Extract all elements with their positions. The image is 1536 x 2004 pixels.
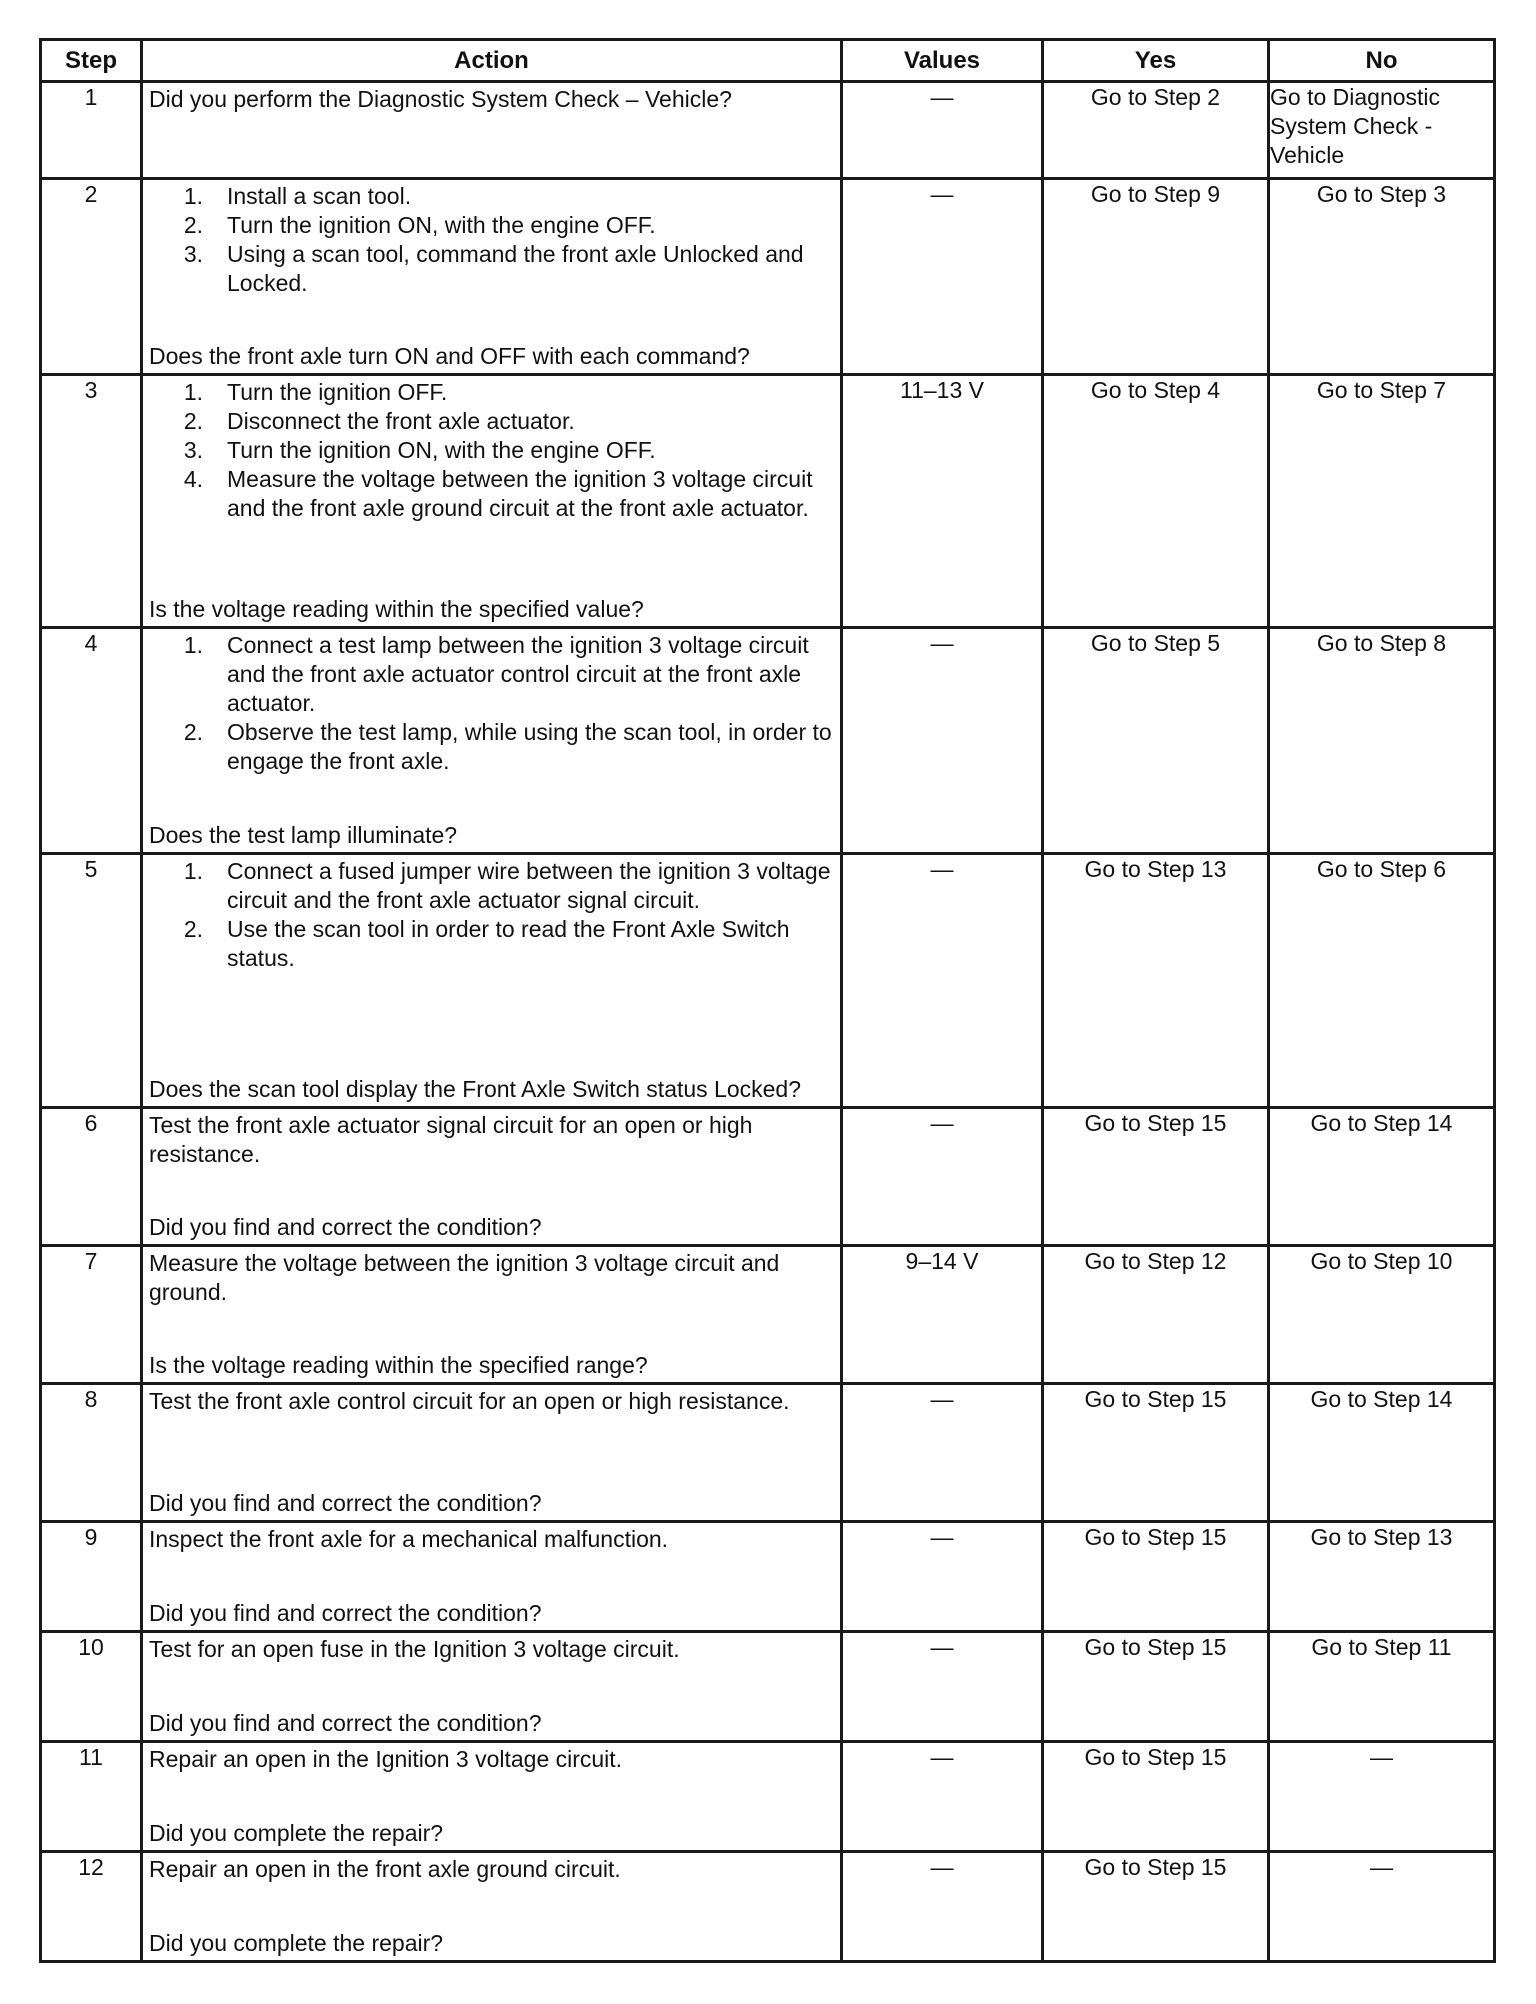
substep-text: Disconnect the front axle actuator.: [227, 408, 575, 434]
action-body: [149, 182, 836, 298]
table-row: [41, 1108, 1495, 1246]
values-cell: —: [842, 854, 1043, 1108]
action-body: [149, 1111, 836, 1169]
action-body: [149, 1249, 836, 1307]
yes-cell: Go to Step 15: [1043, 1852, 1269, 1962]
header-step: Step: [41, 40, 142, 82]
action-question: Did you find and correct the condition?: [149, 1710, 542, 1736]
action-question: Did you find and correct the condition?: [149, 1490, 542, 1516]
table-row: [41, 179, 1495, 375]
substep-text: Install a scan tool.: [227, 183, 412, 209]
substep-text: Use the scan tool in order to read the Front Axle Switch status.: [227, 916, 790, 971]
table-row: [41, 82, 1495, 179]
action-question: Did you find and correct the condition?: [149, 1600, 542, 1626]
values-cell: —: [842, 1108, 1043, 1246]
action-content: [143, 855, 840, 1106]
yes-cell: Go to Step 4: [1043, 375, 1269, 628]
header-action: Action: [142, 40, 842, 82]
action-question: Did you complete the repair?: [149, 1820, 444, 1846]
substep-text: Connect a fused jumper wire between the ignition 3 voltage circuit and the front axle actuator signal circuit.: [227, 858, 831, 913]
table-row: [41, 628, 1495, 854]
action-content: [143, 180, 840, 373]
table-row: [41, 1246, 1495, 1384]
action-text: Measure the voltage between the ignition 3 voltage circuit and ground.: [149, 1250, 780, 1305]
action-text: Test the front axle control circuit for an open or high resistance.: [149, 1388, 790, 1414]
action-body: [149, 857, 836, 973]
no-cell: Go to Step 14: [1269, 1384, 1495, 1522]
action-cell: [142, 1522, 842, 1632]
substep-number: 3.: [183, 241, 203, 267]
yes-cell: Go to Step 13: [1043, 854, 1269, 1108]
table-row: [41, 375, 1495, 628]
action-cell: [142, 1384, 842, 1522]
action-content: [143, 629, 840, 852]
substep-number: 1.: [183, 632, 203, 658]
action-text: Test for an open fuse in the Ignition 3 voltage circuit.: [149, 1636, 680, 1662]
action-content: [143, 1385, 840, 1520]
substep-number: 2.: [183, 719, 203, 745]
table-row: [41, 1384, 1495, 1522]
yes-cell: Go to Step 15: [1043, 1742, 1269, 1852]
action-question: Did you complete the repair?: [149, 1930, 444, 1956]
no-cell: Go to Step 11: [1269, 1632, 1495, 1742]
substep-item: [149, 631, 836, 718]
action-body: [149, 631, 836, 776]
substep-number: 1.: [183, 379, 203, 405]
action-cell: [142, 1108, 842, 1246]
action-text: Repair an open in the Ignition 3 voltage circuit.: [149, 1746, 623, 1772]
substep-number: 1.: [183, 858, 203, 884]
table-row: [41, 1632, 1495, 1742]
substep-text: Connect a test lamp between the ignition 3 voltage circuit and the front axle actuator control circuit at the front axle actuator.: [227, 632, 809, 716]
diagnostic-table: [39, 38, 1496, 1963]
substep-number: 1.: [183, 183, 203, 209]
action-cell: [142, 1742, 842, 1852]
no-cell: Go to Step 14: [1269, 1108, 1495, 1246]
substep-text: Turn the ignition ON, with the engine OFF.: [227, 437, 656, 463]
substep-item: [149, 915, 836, 973]
yes-cell: Go to Step 15: [1043, 1384, 1269, 1522]
values-cell: —: [842, 628, 1043, 854]
values-cell: —: [842, 1852, 1043, 1962]
action-body: [149, 1387, 836, 1416]
no-cell: Go to Step 13: [1269, 1522, 1495, 1632]
action-text: Test the front axle actuator signal circuit for an open or high resistance.: [149, 1112, 753, 1167]
step-number: 2: [41, 179, 142, 375]
action-body: [149, 1745, 836, 1774]
substep-item: [149, 407, 836, 436]
values-cell: —: [842, 179, 1043, 375]
substep-list: [149, 631, 836, 776]
substep-number: 4.: [183, 466, 203, 492]
action-body: [149, 85, 836, 114]
action-question: Is the voltage reading within the specified value?: [149, 596, 644, 622]
substep-item: [149, 211, 836, 240]
step-number: 12: [41, 1852, 142, 1962]
action-question: Is the voltage reading within the specified range?: [149, 1352, 648, 1378]
values-cell: —: [842, 82, 1043, 179]
action-body: [149, 1635, 836, 1664]
values-cell: 9–14 V: [842, 1246, 1043, 1384]
substep-text: Observe the test lamp, while using the scan tool, in order to engage the front axle.: [227, 719, 832, 774]
values-cell: —: [842, 1742, 1043, 1852]
no-cell: Go to Step 6: [1269, 854, 1495, 1108]
step-number: 1: [41, 82, 142, 179]
header-values: Values: [842, 40, 1043, 82]
substep-number: 3.: [183, 437, 203, 463]
action-content: [143, 376, 840, 626]
table-row: [41, 854, 1495, 1108]
no-cell: Go to Step 7: [1269, 375, 1495, 628]
action-body: [149, 1525, 836, 1554]
table-body: [41, 82, 1495, 1962]
step-number: 9: [41, 1522, 142, 1632]
action-question: Does the test lamp illuminate?: [149, 822, 458, 848]
no-cell: Go to Step 3: [1269, 179, 1495, 375]
step-number: 8: [41, 1384, 142, 1522]
no-cell: Go to Step 8: [1269, 628, 1495, 854]
action-content: [143, 1109, 840, 1244]
substep-number: 2.: [183, 212, 203, 238]
substep-item: [149, 465, 836, 523]
substep-item: [149, 182, 836, 211]
yes-cell: Go to Step 15: [1043, 1108, 1269, 1246]
substep-item: [149, 718, 836, 776]
action-cell: [142, 1852, 842, 1962]
no-cell: Go to Step 10: [1269, 1246, 1495, 1384]
action-text: Inspect the front axle for a mechanical malfunction.: [149, 1526, 669, 1552]
no-cell: Go to Diagnostic System Check - Vehicle: [1269, 82, 1495, 179]
yes-cell: Go to Step 15: [1043, 1632, 1269, 1742]
action-body: [149, 378, 836, 523]
step-number: 3: [41, 375, 142, 628]
action-cell: [142, 628, 842, 854]
action-text: Repair an open in the front axle ground circuit.: [149, 1856, 621, 1882]
step-number: 6: [41, 1108, 142, 1246]
yes-cell: Go to Step 2: [1043, 82, 1269, 179]
action-cell: [142, 854, 842, 1108]
action-question: Does the scan tool display the Front Axle Switch status Locked?: [149, 1076, 802, 1102]
values-cell: 11–13 V: [842, 375, 1043, 628]
no-cell: —: [1269, 1852, 1495, 1962]
header-yes: Yes: [1043, 40, 1269, 82]
action-content: [143, 83, 840, 177]
substep-item: [149, 436, 836, 465]
step-number: 7: [41, 1246, 142, 1384]
substep-item: [149, 857, 836, 915]
action-question: Did you find and correct the condition?: [149, 1214, 542, 1240]
action-cell: [142, 375, 842, 628]
table-row: [41, 1522, 1495, 1632]
substep-item: [149, 378, 836, 407]
action-body: [149, 1855, 836, 1884]
substep-item: [149, 240, 836, 298]
header-no: No: [1269, 40, 1495, 82]
substep-list: [149, 378, 836, 523]
action-content: [143, 1853, 840, 1960]
table-row: [41, 1852, 1495, 1962]
substep-text: Turn the ignition ON, with the engine OFF.: [227, 212, 656, 238]
step-number: 10: [41, 1632, 142, 1742]
action-cell: [142, 1632, 842, 1742]
step-number: 4: [41, 628, 142, 854]
substep-text: Turn the ignition OFF.: [227, 379, 448, 405]
substep-list: [149, 182, 836, 298]
action-question: Did you perform the Diagnostic System Check – Vehicle?: [149, 86, 732, 112]
substep-text: Using a scan tool, command the front axle Unlocked and Locked.: [227, 241, 804, 296]
action-question: Does the front axle turn ON and OFF with each command?: [149, 343, 750, 369]
substep-text: Measure the voltage between the ignition 3 voltage circuit and the front axle ground circuit at the front axle actuator.: [227, 466, 813, 521]
action-content: [143, 1247, 840, 1382]
substep-number: 2.: [183, 916, 203, 942]
no-cell: —: [1269, 1742, 1495, 1852]
table-row: [41, 1742, 1495, 1852]
action-content: [143, 1743, 840, 1850]
values-cell: —: [842, 1522, 1043, 1632]
yes-cell: Go to Step 12: [1043, 1246, 1269, 1384]
action-cell: [142, 82, 842, 179]
action-cell: [142, 179, 842, 375]
action-cell: [142, 1246, 842, 1384]
values-cell: —: [842, 1384, 1043, 1522]
step-number: 5: [41, 854, 142, 1108]
values-cell: —: [842, 1632, 1043, 1742]
substep-number: 2.: [183, 408, 203, 434]
step-number: 11: [41, 1742, 142, 1852]
substep-list: [149, 857, 836, 973]
header-row: [41, 40, 1495, 82]
yes-cell: Go to Step 15: [1043, 1522, 1269, 1632]
yes-cell: Go to Step 5: [1043, 628, 1269, 854]
action-content: [143, 1523, 840, 1630]
yes-cell: Go to Step 9: [1043, 179, 1269, 375]
action-content: [143, 1633, 840, 1740]
